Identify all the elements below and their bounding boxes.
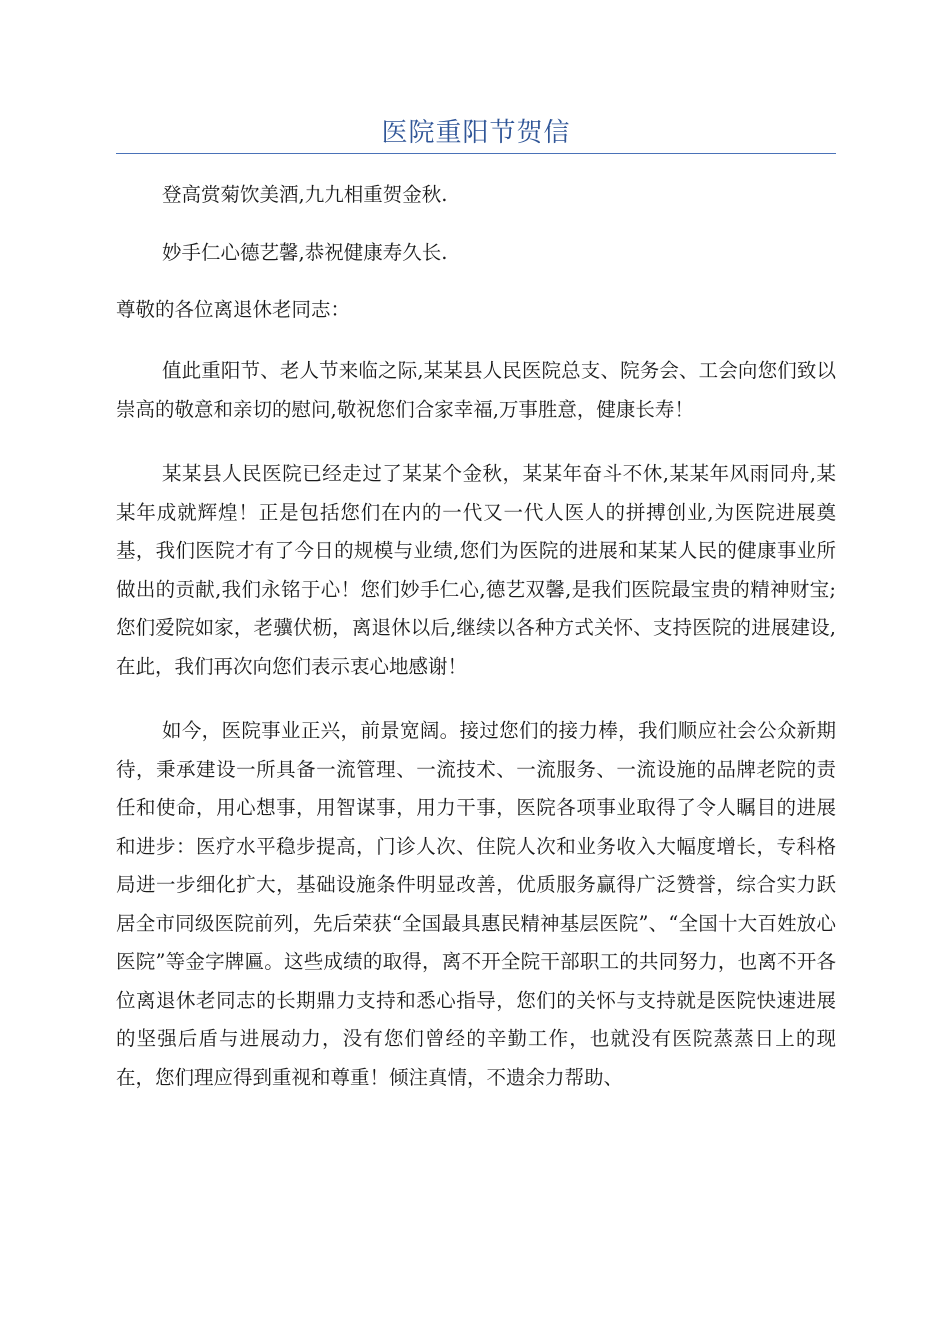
title-underline bbox=[116, 153, 836, 154]
couplet-line-2: 妙手仁心德艺馨,恭祝健康寿久长. bbox=[162, 241, 448, 264]
salutation: 尊敬的各位离退休老同志： bbox=[116, 298, 351, 321]
paragraph-greeting: 值此重阳节、老人节来临之际,某某县人民医院总支、院务会、工会向您们致以崇高的敬意和亲切的慰问,敬祝您们合家幸福,万事胜意，健康长寿！ bbox=[116, 359, 836, 421]
paragraph-achievements: 如今，医院事业正兴，前景宽阔。接过您们的接力棒，我们顺应社会公众新期待，秉承建设一所具备一流管理、一流技术、一流服务、一流设施的品牌老院的责任和使命，用心想事，用智谋事，用力干事，医院各项事业取得了令人瞩目的进展和进步：医疗水平稳步提高，门诊人次、住院人次和业务收入大幅度增长，专科格局进一步细化扩大，基础设施条件明显改善，优质服务赢得广泛赞誉，综合实力跃居全市同级医院前列，先后荣获“全国最具惠民精神基层医院”、“全国十大百姓放心医院”等金字牌匾。这些成绩的取得，离不开全院干部职工的共同努力，也离不开各位离退休老同志的长期鼎力支持和悉心指导，您们的关怀与支持就是医院快速进展的坚强后盾与进展动力，没有您们曾经的辛勤工作，也就没有医院蒸蒸日上的现在，您们理应得到重视和尊重！倾注真情，不遗余力帮助、 bbox=[116, 719, 836, 1089]
document-page bbox=[116, 0, 836, 1097]
paragraph-history: 某某县人民医院已经走过了某某个金秋，某某年奋斗不休,某某年风雨同舟,某某年成就辉煌！正是包括您们在内的一代又一代人医人的拼搏创业,为医院进展奠基，我们医院才有了今日的规模与业绩,您们为医院的进展和某某人民的健康事业所做出的贡献,我们永铭于心！您们妙手仁心,德艺双馨,是我们医院最宝贵的精神财宝;您们爱院如家，老骥伏枥，离退休以后,继续以各种方式关怀、支持医院的进展建设,在此，我们再次向您们表示衷心地感谢！ bbox=[116, 462, 836, 678]
couplet-line-1: 登高赏菊饮美酒,九九相重贺金秋. bbox=[162, 183, 448, 206]
opening-couplet bbox=[116, 180, 836, 268]
document-title: 医院重阳节贺信 bbox=[381, 118, 571, 148]
